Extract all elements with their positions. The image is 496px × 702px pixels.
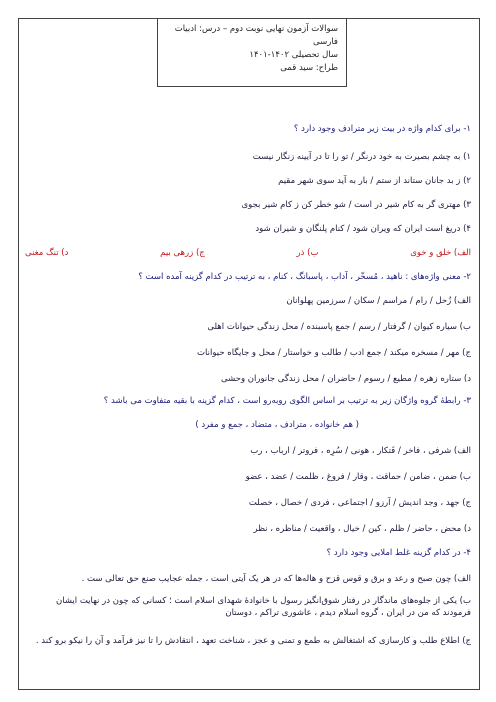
q2-prompt: ۲- معنی واژه‌های : ناهید ، مُسخّر ، آداب ، پاسبانگ ، کنام ، به ترتیب در کدام گزینه آمده است ؟ <box>138 272 471 282</box>
q1-options <box>25 247 471 259</box>
q4-option-a[interactable]: الف) چون صبح و رعد و برق و قوس قزح و هاله‌ها که در هر یک آیتی است ، جمله عجایب صنع حق تعالی ست . <box>81 574 471 584</box>
q1-item-1: ۱) به چشم بصیرت به خود درنگر / تو را تا در آیینه زنگار نیست <box>252 152 471 162</box>
q1-option-d[interactable]: د) تنگ مغنی <box>25 248 69 258</box>
header-designer: طراح: سید قمی <box>280 63 338 73</box>
q4-option-b[interactable]: ب) یکی از جلوه‌های ماندگار در رفتار شوق‌انگیز رسول با خانوادهٔ شهدای اسلام است ؛ کسانی که چون در نهایت ایشان فرمودند که من در ایران ، گروه اسلام دیدم ، عاشوری تراکم ، دوستان <box>55 596 471 618</box>
q1-item-3: ۳) مهتری گر به کام شیر در است / شو خطر کن ز کام شیر بجوی <box>241 200 471 210</box>
q3-option-c[interactable]: ج) جهد ، وجد اندیش / آرزو / اجتماعی ، فردی / خصال ، خصلت <box>248 498 471 508</box>
exam-page <box>18 18 480 690</box>
exam-header <box>157 19 347 87</box>
header-year: سال تحصیلی ۱۴۰۲-۱۴۰۱ <box>249 50 338 60</box>
q2-option-b[interactable]: ب) سیاره کیوان / گرفتار / رسم / جمع پاسبنده / محل زندگی حیوانات اهلی <box>207 322 471 332</box>
q1-option-b[interactable]: ب) ذر <box>296 248 319 258</box>
q4-prompt: ۴- در کدام گزینه غلط املایی وجود دارد ؟ <box>326 548 471 558</box>
q1-item-4: ۴) دریغ است ایران که ویران شود / کنام پلنگان و شیران شود <box>255 224 471 234</box>
q1-option-c[interactable]: ج) زرهی بیم <box>160 248 205 258</box>
q3-option-b[interactable]: ب) ضمن ، ضامن / حماقت ، وقار / فروغ ، ظلمت / عضد ، عضو <box>245 472 471 482</box>
q2-option-a[interactable]: الف) زُحل / رام / مراسم / سکان / سرزمین پهلوانان <box>286 296 471 306</box>
q3-option-a[interactable]: الف) شرفی ، فاخر / فَتکار ، هونی / سُرِه ، فروتر / ارباب ، رب <box>250 446 471 456</box>
q2-option-c[interactable]: ج) مهر / مسخره میکند / جمع ادب / طالب و خواستار / محل و جایگاه حیوانات <box>197 348 471 358</box>
q3-option-d[interactable]: د) محض ، حاضر / ظلم ، کین / خیال ، واقعیت / مناظره ، نظر <box>253 524 471 534</box>
q2-option-d[interactable]: د) ستاره زهره / مطیع / رسوم / حاضران / محل زندگی جانوران وحشی <box>221 374 471 384</box>
q3-prompt: ۳- رابطهٔ گروه واژگان زیر به ترتیب بر اساس الگوی روبه‌رو است ، کدام گزینه با بقیه متفاوت می باشد ؟ <box>103 396 471 406</box>
q1-item-2: ۲) ز بد جانان ستاند از ستم / بار به آید سوی شهر مقیم <box>278 176 471 186</box>
header-title: سوالات آزمون نهایی نوبت دوم – درس: ادبیات فارسی <box>174 24 338 47</box>
q4-option-c[interactable]: ج) اطلاع طلب و کارسازی که اشتغالش به طمع و تمنی و عجز ، شناخت تعهد ، انتقادش را تا نیز فرآمد و آن را نیکو برو کند . <box>35 636 471 646</box>
q3-pattern: ( هم خانواده ، مترادف ، متضاد ، جمع و مفرد ) <box>195 420 359 430</box>
q1-prompt: ۱- برای کدام واژه در بیت زیر مترادف وجود دارد ؟ <box>293 124 471 134</box>
q1-option-a[interactable]: الف) خلق و خوی <box>410 248 471 258</box>
